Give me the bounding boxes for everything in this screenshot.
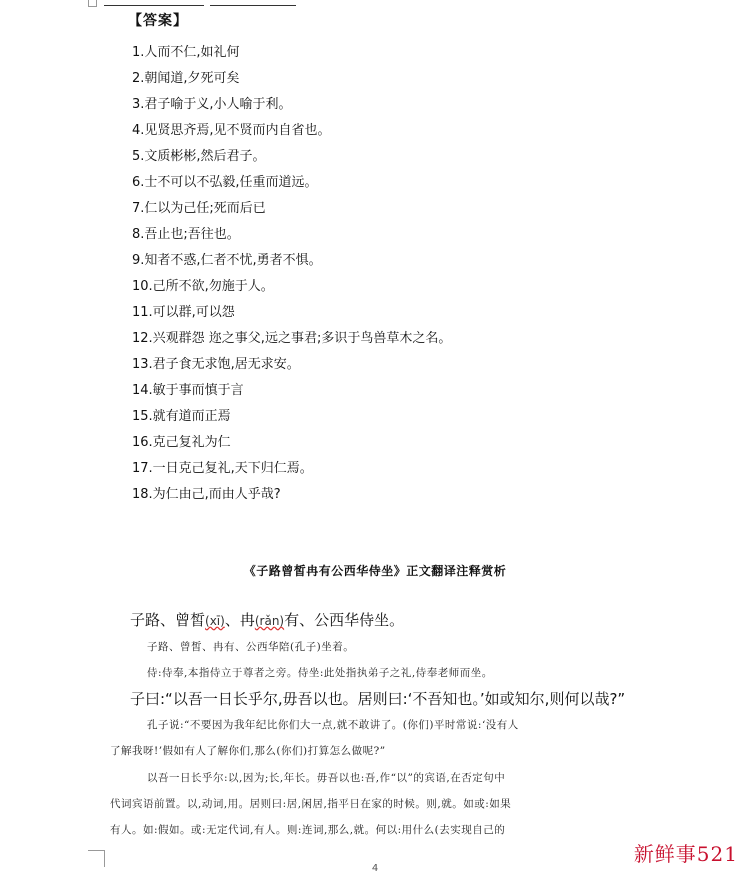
text-segment: 有、公西华侍坐。	[284, 611, 405, 629]
answer-item: 15.就有道而正焉	[132, 409, 231, 424]
annotation-line: 代词宾语前置。以,动词,用。居则曰:居,闲居,指平日在家的时候。则,就。如或:如果	[110, 798, 512, 810]
answer-item: 3.君子喻于义,小人喻于利。	[132, 97, 292, 112]
blank-underline	[210, 5, 296, 6]
answer-item: 4.见贤思齐焉,见不贤而内自省也。	[132, 123, 331, 138]
answer-item: 7.仁以为己任;死而后已	[132, 201, 266, 216]
answer-item: 8.吾止也;吾往也。	[132, 227, 240, 242]
answer-item: 13.君子食无求饱,居无求安。	[132, 357, 300, 372]
original-text-line: 子曰:“以吾一日长乎尔,毋吾以也。居则曰:‘不吾知也。’如或知尔,则何以哉?”	[130, 690, 626, 708]
answer-item: 5.文质彬彬,然后君子。	[132, 149, 266, 164]
watermark: 新鲜事521	[633, 842, 738, 866]
cursor-mark-icon	[88, 0, 97, 7]
answer-item: 18.为仁由己,而由人乎哉?	[132, 487, 281, 502]
text-segment: 、冉	[224, 611, 255, 629]
blank-underline	[104, 5, 204, 6]
annotation-line: 侍:侍奉,本指侍立于尊者之旁。侍坐:此处指执弟子之礼,侍奉老师而坐。	[147, 667, 493, 679]
answer-item: 14.敏于事而慎于言	[132, 383, 244, 398]
answer-list	[132, 40, 451, 508]
answer-item: 2.朝闻道,夕死可矣	[132, 71, 240, 86]
answer-item: 1.人而不仁,如礼何	[132, 45, 240, 60]
answers-heading: 【答案】	[128, 13, 188, 29]
original-text-line	[130, 609, 404, 630]
annotation-line: 以吾一日长乎尔:以,因为;长,年长。毋吾以也:吾,作“以”的宾语,在否定句中	[147, 772, 506, 784]
header-fill-blank-line	[88, 0, 300, 10]
text-segment: 子路、曾皙	[130, 611, 206, 629]
answer-item: 6.士不可以不弘毅,任重而道远。	[132, 175, 318, 190]
translation-line: 了解我呀!’假如有人了解你们,那么(你们)打算怎么做呢?”	[110, 745, 386, 757]
answer-item: 11.可以群,可以怨	[132, 305, 235, 320]
annotation-line: 有人。如:假如。或:无定代词,有人。则:连词,那么,就。何以:用什么(去实现自己的	[110, 824, 506, 836]
translation-line: 孔子说:“不要因为我年纪比你们大一点,就不敢讲了。(你们)平时常说:‘没有人	[147, 719, 519, 731]
answer-item: 12.兴观群怨 迩之事父,远之事君;多识于鸟兽草木之名。	[132, 331, 452, 346]
translation-line: 子路、曾皙、冉有、公西华陪(孔子)坐着。	[147, 641, 355, 653]
answer-item: 17.一日克己复礼,天下归仁焉。	[132, 461, 313, 476]
page-number: 4	[371, 863, 379, 874]
answer-item: 9.知者不惑,仁者不忧,勇者不惧。	[132, 253, 322, 268]
pinyin-annotation: (rǎn)	[254, 614, 285, 628]
pinyin-annotation: (xī)	[205, 614, 225, 628]
answer-item: 10.己所不欲,勿施于人。	[132, 279, 274, 294]
section-title: 《子路曾皙冉有公西华侍坐》正文翻译注释赏析	[243, 564, 507, 578]
answer-item: 16.克己复礼为仁	[132, 435, 231, 450]
